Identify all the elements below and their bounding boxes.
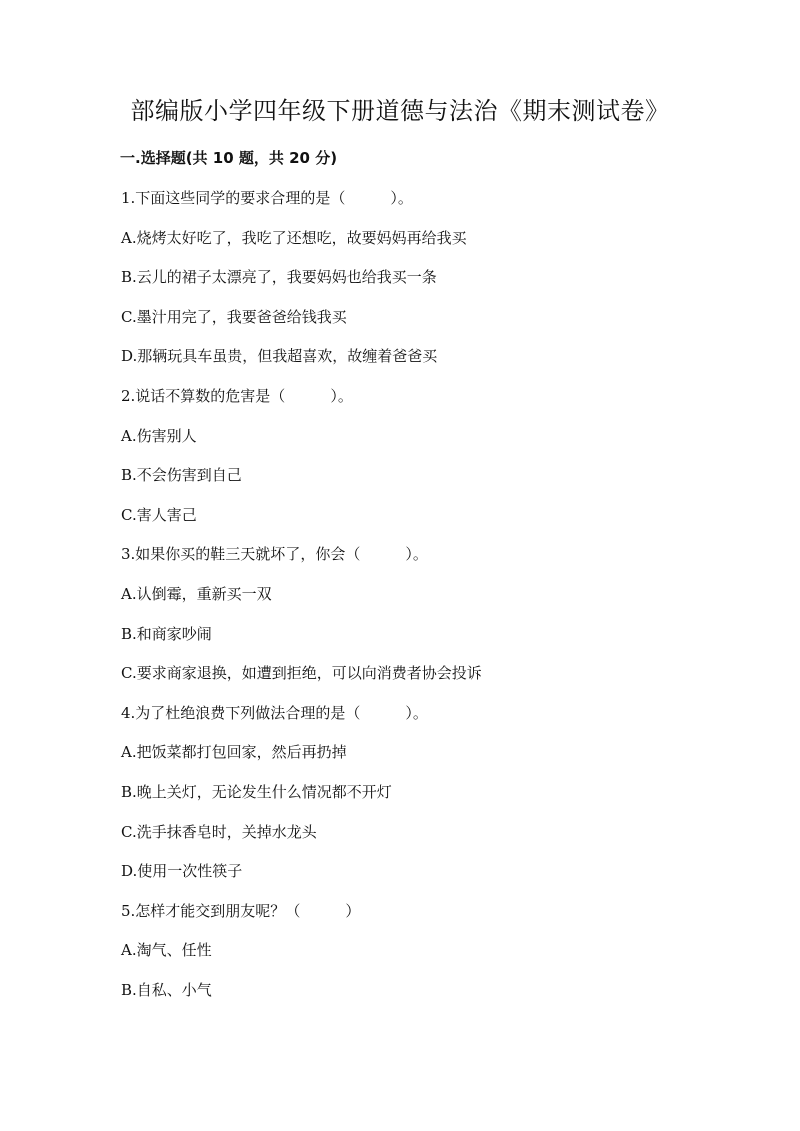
answer-option: B.云儿的裙子太漂亮了，我要妈妈也给我买一条: [121, 268, 437, 287]
section-heading: 一.选择题(共 10 题，共 20 分): [120, 149, 338, 167]
question-stem: 2.说话不算数的危害是（ ）。: [121, 386, 353, 405]
answer-option: C.要求商家退换，如遭到拒绝，可以向消费者协会投诉: [121, 664, 482, 683]
document-title: 部编版小学四年级下册道德与法治《期末测试卷》: [130, 97, 670, 125]
answer-option: A.淘气、任性: [121, 941, 212, 960]
answer-option: B.晚上关灯，无论发生什么情况都不开灯: [121, 782, 392, 801]
answer-option: A.伤害别人: [121, 426, 197, 445]
question-stem: 3.如果你买的鞋三天就坏了，你会（ ）。: [121, 545, 428, 564]
answer-option: D.那辆玩具车虽贵，但我超喜欢，故缠着爸爸买: [121, 347, 438, 366]
answer-option: B.自私、小气: [121, 980, 212, 999]
question-stem: 4.为了杜绝浪费下列做法合理的是（ ）。: [121, 703, 428, 722]
question-stem: 5.怎样才能交到朋友呢？（ ）: [121, 901, 361, 920]
answer-option: B.不会伤害到自己: [121, 466, 242, 485]
answer-option: A.认倒霉，重新买一双: [121, 584, 272, 603]
answer-option: C.墨汁用完了，我要爸爸给钱我买: [121, 307, 347, 326]
answer-option: A.把饭菜都打包回家，然后再扔掉: [121, 743, 347, 762]
answer-option: C.害人害己: [121, 505, 197, 524]
answer-option: A.烧烤太好吃了，我吃了还想吃，故要妈妈再给我买: [121, 228, 467, 247]
question-list: [121, 183, 721, 1014]
answer-option: C.洗手抹香皂时，关掉水龙头: [121, 822, 317, 841]
answer-option: D.使用一次性筷子: [121, 862, 243, 881]
question-stem: 1.下面这些同学的要求合理的是（ ）。: [121, 189, 413, 207]
answer-option: B.和商家吵闹: [121, 624, 212, 643]
